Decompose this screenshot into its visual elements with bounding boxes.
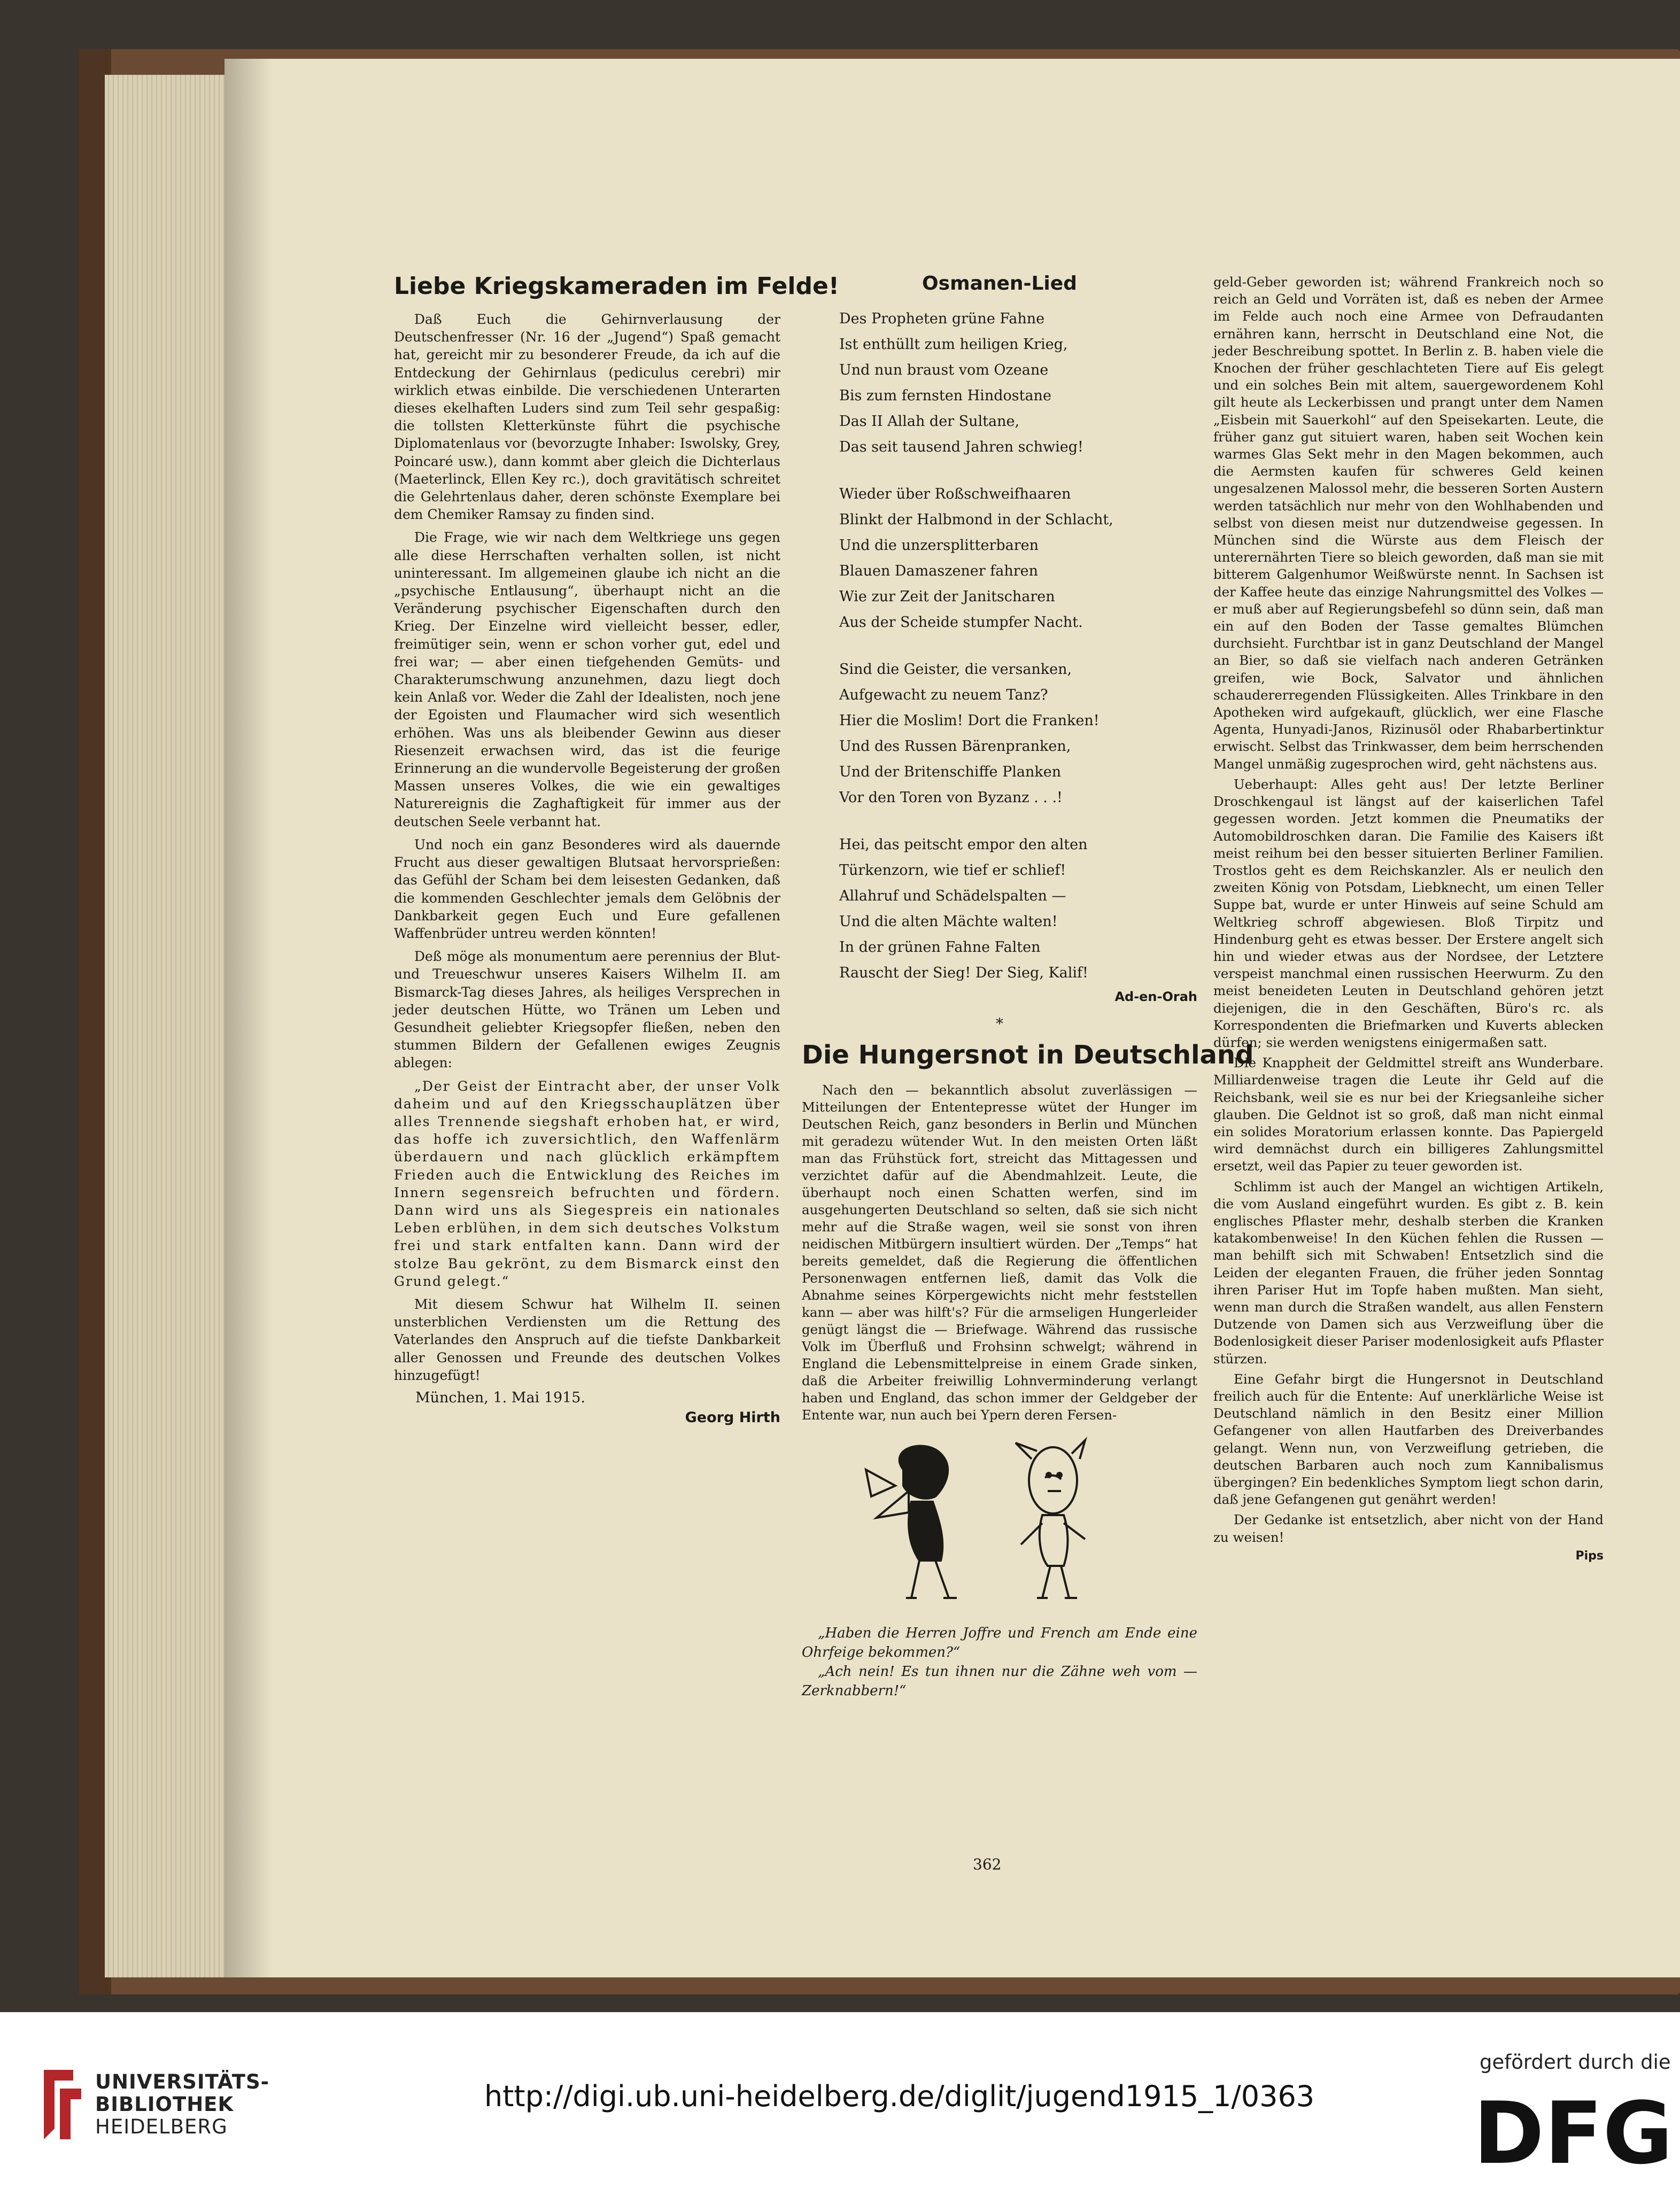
- poem-line: Das II Allah der Sultane,: [839, 413, 1020, 430]
- poem-line: Wie zur Zeit der Janitscharen: [839, 588, 1055, 605]
- section-separator: *: [996, 1015, 1003, 1033]
- poem-title: Osmanen-Lied: [922, 273, 1077, 294]
- poem-line: Und nun braust vom Ozeane: [839, 362, 1049, 378]
- article-title-kriegskameraden: Liebe Kriegskameraden im Felde!: [394, 273, 839, 300]
- cartoon-caption: [802, 1624, 1197, 1701]
- gutter-shadow: [224, 59, 273, 1977]
- university-library-name: [95, 2071, 269, 2138]
- article-title-hungersnot: Die Hungersnot in Deutschland: [802, 1040, 1254, 1070]
- poem-line: Blinkt der Halbmond in der Schlacht,: [839, 511, 1113, 528]
- poem-stanza: [839, 832, 1197, 986]
- paragraph: Der Gedanke ist entsetzlich, aber nicht von der Hand zu weisen!: [1213, 1512, 1604, 1545]
- page-number: 362: [973, 1856, 1002, 1873]
- author-signature: Georg Hirth: [685, 1409, 780, 1426]
- caption-line: „Haben die Herren Joffre und French am Ende eine Ohrfeige bekommen?“: [802, 1625, 1197, 1660]
- cartoon-drawing: [802, 1438, 1197, 1614]
- poem-line: In der grünen Fahne Falten: [839, 939, 1041, 956]
- poem-line: Vor den Toren von Byzanz . . .!: [839, 789, 1063, 806]
- paragraph: Die Knappheit der Geldmittel streift ans Wunderbare. Milliardenweise tragen die Leute ihr Geld auf die Reichsbank, weil sie es nur bei der Kriegsanleihe sicher glauben. Die Geldnot ist so groß, daß man nicht einmal ein solides Moratorium erlassen konnte. Das Papiergeld wird demnächst durch ein billigeres Zahlungsmittel ersetzt, weil das Papier zu teuer geworden ist.: [1213, 1055, 1604, 1174]
- dfg-logo-icon: [1473, 2083, 1673, 2183]
- poem-line: Und die alten Mächte walten!: [839, 913, 1058, 930]
- caption-line: „Ach nein! Es tun ihnen nur die Zähne weh vom — Zerknabbern!“: [802, 1664, 1197, 1699]
- quote-paragraph: „Der Geist der Eintracht aber, der unser Volk daheim und auf den Kriegsschauplätzen über alles Trennende siegshaft erhoben hat, er wird, das hoffe ich zuversichtlich, den Waffenlärm überdauern und nach glücklich erkämpftem Frieden auch die Entwicklung des Reiches im Innern segensreich befruchten und fördern. Dann wird uns als Siegespreis ein nationales Leben erblühen, in dem sich deutsches Volkstum frei und stark entfalten kann. Dann wird der stolze Bau gekrönt, zu dem Bismarck einst den Grund gelegt.“: [394, 1078, 780, 1289]
- poem-stanza: [839, 482, 1197, 635]
- paragraph: Eine Gefahr birgt die Hungersnot in Deutschland freilich auch für die Entente: Auf unerklärliche Weise ist Deutschland nämlich in den Besitz einer Million Gefangener von allen Hautfarben des Dreiverbandes gelangt. Wenn nun, von Verzweiflung getrieben, die deutschen Barbaren auch noch zum Kannibalismus übergingen? Ein bedenkliches Symptom liegt schon darin, daß jene Gefangenen gut genährt werden!: [1213, 1371, 1604, 1508]
- poem-line: Das seit tausend Jahren schwieg!: [839, 439, 1083, 455]
- poem-line: Hei, das peitscht empor den alten: [839, 836, 1088, 853]
- author-signature: Pips: [1575, 1549, 1604, 1563]
- funded-by-label: gefördert durch die: [1480, 2051, 1671, 2074]
- cartoon-figure-left: [866, 1446, 957, 1598]
- poem-line: Und die unzersplitterbaren: [839, 537, 1039, 554]
- poem-line: Des Propheten grüne Fahne: [839, 311, 1045, 327]
- paragraph: Ueberhaupt: Alles geht aus! Der letzte Berliner Droschkengaul ist längst auf der kaiserlichen Tafel gegessen worden. Jetzt kommen die Pneumatiks der Automobildroschken daran. Die Familie des Kaisers ißt meist reihum bei den besser situierten Berliner Familien. Trostlos geht es dem Reichskanzler. Als er neulich den zweiten König von Potsdam, Liebknecht, um einen Teller Suppe bat, wurde er unter Hinweis auf seine Schuld am Weltkrieg schroff abgewiesen. Bloß Tirpitz und Hindenburg geht es etwas besser. Der Erstere angelt sich hin und wieder etwas aus der Nordsee, der Letztere verspeist manchmal einen russischen Heerwurm. Zu den meist beneideten Leuten in Deutschland gehören jetzt diejenigen, die in den Geschäften, Büro's rc. als Korrespondenten die Briefmarken und Kuverts ablecken dürfen; sie werden wenigstens einigermaßen satt.: [1213, 776, 1604, 1050]
- logo-line: UNIVERSITÄTS-: [95, 2070, 269, 2093]
- paragraph: Schlimm ist auch der Mangel an wichtigen Artikeln, die vom Ausland eingeführt wurden. Es gibt z. B. kein englisches Pflaster mehr, deshalb sterben die Kranken katakombenweise! In den Küchen fehlen die Russen — man behilft sich mit Schwaben! Entsetzlich sind die Leiden der eleganten Frauen, die früher jeden Sonntag ihren Pariser Hut im Topfe haben mußten. Man sieht, wenn man durch die Straßen wandelt, aus allen Fenstern Dutzende von Damen sich aus Verzweiflung über die Bodenlosigkeit dieser Pariser modenlosigkeit aufs Pflaster stürzen.: [1213, 1178, 1604, 1367]
- poem-line: Und der Britenschiffe Planken: [839, 764, 1062, 780]
- paragraph: Daß Euch die Gehirnverlausung der Deutschenfresser (Nr. 16 der „Jugend“) Spaß gemacht hat, gereicht mir zu besonderer Freude, da ich auf die Entdeckung der Gehirnlaus (pediculus cerebri) mir wirklich etwas einbilde. Die verschiedenen Unterarten dieses ekelhaften Luders sind zum Teil sehr gespaßig: die tollsten Kletterkünste führt die psychische Diplomatenlaus vor (bevorzugte Inhaber: Iswolsky, Grey, Poincaré usw.), dann kommt aber gleich die Dichterlaus (Maeterlinck, Ellen Key rc.), doch gravitätisch schreitet die Gelehrtenlaus daher, deren schönste Exemplare bei dem Chemiker Ramsay zu finden sind.: [394, 312, 780, 523]
- poem-line: Hier die Moslim! Dort die Franken!: [839, 712, 1100, 729]
- poem-line: Aus der Scheide stumpfer Nacht.: [839, 614, 1083, 631]
- paragraph: Und noch ein ganz Besonderes wird als dauernde Frucht aus dieser gewaltigen Blutsaat hervorsprießen: das Gefühl der Scham bei dem leisesten Gedanken, daß die kommenden Geschlechter jemals dem Gelöbnis der Dankbarkeit gegen Euch und Eure gefallenen Waffenbrüder untreu werden könnten!: [394, 836, 780, 941]
- poem-stanza: [839, 306, 1197, 460]
- cartoon-figure-right: [1016, 1440, 1085, 1598]
- paragraph: Nach den — bekanntlich absolut zuverlässigen — Mitteilungen der Ententepresse wütet der Hunger im Deutschen Reich, ganz besonders in Berlin und München mit geradezu wütender Wut. In den meisten Orten läßt man das Frühstück fort, streicht das Mittagessen und verzichtet dafür auf die Abendmahlzeit. Leute, die überhaupt noch einen Schatten werfen, sind im ausgehungerten Deutschland so selten, daß sie sich nicht mehr auf die Straße wagen, weil sie sonst von ihren neidischen Mitbürgern insultiert würden. Der „Temps“ hat bereits gemeldet, daß die Regierung die öffentlichen Personenwagen entfernen ließ, damit das Volk die Abnahme seines Körpergewichts nicht mehr feststellen kann — aber was hilft's? Für die armseligen Hungerleider genügt längst die — Briefwage. Während das russische Volk im Überfluß und Frohsinn schwelgt; während in England die Lebensmittelpreise in einem Grade sinken, daß die Arbeiter freiwillig Lohnverminderung verlangt haben und England, das schon immer der Geldgeber der Entente war, nun auch bei Ypern deren Fersen-: [802, 1082, 1197, 1423]
- place-date: München, 1. Mai 1915.: [415, 1389, 586, 1406]
- paragraph: geld-Geber geworden ist; während Frankreich noch so reich an Geld und Vorräten ist, daß es neben der Armee im Felde auch noch eine Armee von Defraudanten ernähren kann, herrscht in Deutschland eine Not, die jeder Beschreibung spottet. In Berlin z. B. haben viele die Knochen der früher geschlachteten Tiere auf Eis gelegt und ein solches Bein mit altem, sauergewordenem Kohl gilt heute als Leckerbissen und prangt unter dem Namen „Eisbein mit Sauerkohl“ auf den Speisekarten. Leute, die früher ganz gut situiert waren, haben seit Wochen kein warmes Glas Sekt mehr in den Magen bekommen, auch die Aermsten kaufen für schweres Geld keinen ungesalzenen Malossol mehr, die besseren Sorten Austern werden tatsächlich nur mehr von den Wohlhabenden und selbst von diesen meist nur dutzendweise gegessen. In München sind die Würste aus dem Fleisch der unterernährten Tiere so bleich geworden, daß man sie mit bitterem Galgenhumor Weißwürste nennt. In Sachsen ist der Kaffee heute das einzige Nahrungsmittel des Volkes — er muß aber auf Regierungsbefehl so dünn sein, daß man ein auf den Boden der Tasse gemaltes Blümchen durchsieht. Furchtbar ist in ganz Deutschland der Mangel an Bier, so daß sie vielfach nach anderen Getränken greifen, wie Bock, Salvator und ähnlichen schaudererregenden Flüssigkeiten. Alles Trinkbare in den Apotheken wird aufgekauft, glücklich, wer eine Flasche Agenta, Hunyadi-Janos, Rizinusöl oder Rhabarbertinktur erwischt. Selbst das Trinkwasser, dem beim herrschenden Mangel unmäßig zugesprochen wird, geht nächstens aus.: [1213, 274, 1604, 772]
- poem-line: Aufgewacht zu neuem Tanz?: [839, 687, 1048, 703]
- paragraph: Deß möge als monumentum aere perennius der Blut- und Treueschwur unseres Kaisers Wilhelm II. am Bismarck-Tag dieses Jahres, als heiliges Versprechen in jeder deutschen Hütte, wo Tränen um Leben und Gesundheit geliebter Kriegsopfer fließen, neben den stummen Bildern der Gefallenen ewiges Zeugnis ablegen:: [394, 949, 780, 1071]
- column-middle: [802, 273, 1254, 1701]
- dfg-logo-text: DFG: [1473, 2083, 1673, 2183]
- university-library-logo-icon: [33, 2064, 87, 2145]
- column-right: [1213, 274, 1604, 1566]
- poem-line: Rauscht der Sieg! Der Sieg, Kalif!: [839, 965, 1088, 981]
- poem-line: Türkenzorn, wie tief er schlief!: [839, 862, 1066, 879]
- poem-line: Blauen Damaszener fahren: [839, 563, 1039, 579]
- poem-line: Wieder über Roßschweifhaaren: [839, 486, 1071, 502]
- footer: [0, 2012, 1680, 2212]
- permalink-url[interactable]: http://digi.ub.uni-heidelberg.de/diglit/jugend1915_1/0363: [484, 2079, 1315, 2113]
- poem-line: Und des Russen Bärenpranken,: [839, 738, 1071, 755]
- poem-line: Ist enthüllt zum heiligen Krieg,: [839, 336, 1068, 353]
- poem-author: Ad-en-Orah: [1114, 989, 1197, 1004]
- column-left: [394, 273, 839, 1429]
- poem-line: Bis zum fernsten Hindostane: [839, 387, 1051, 404]
- logo-line: BIBLIOTHEK: [95, 2093, 234, 2116]
- poem-stanza: [839, 657, 1197, 811]
- poem: [802, 306, 1197, 986]
- paragraph: Die Frage, wie wir nach dem Weltkriege uns gegen alle diese Herrschaften verhalten sollen, ist nicht uninteressant. Im allgemeinen glaube ich nicht an die „psychische Entlausung“, überhaupt nicht an die Veränderung psychischer Eigenschaften durch den Krieg. Der Einzelne wird vielleicht besser, edler, freimütiger sein, wenn er schon vorher gut, edel und frei war; — aber einen tiefgehenden Gemüts- und Charakterumschwung anzunehmen, dazu liegt doch kein Anlaß vor. Weder die Zahl der Idealisten, noch jene der Egoisten und Flaumacher wird sich wesentlich erhöhen. Was uns als bleibender Gewinn aus dieser Riesenzeit erwachsen wird, das ist die feurige Erinnerung an die wundervolle Begeisterung der großen Massen unseres Volkes, die wie ein gewaltiges Naturereignis die Zaghaftigkeit für immer aus der deutschen Seele verbannt hat.: [394, 530, 780, 829]
- cartoon-illustration: [802, 1438, 1197, 1614]
- page-edges: [105, 75, 238, 1977]
- logo-line: HEIDELBERG: [95, 2115, 228, 2138]
- poem-line: Sind die Geister, die versanken,: [839, 661, 1072, 678]
- paragraph: Mit diesem Schwur hat Wilhelm II. seinen unsterblichen Verdiensten um die Rettung des Vaterlandes den Anspruch auf die tiefste Dankbarkeit aller Genossen und Freunde des deutschen Volkes hinzugefügt!: [394, 1296, 780, 1383]
- poem-line: Allahruf und Schädelspalten —: [839, 888, 1066, 904]
